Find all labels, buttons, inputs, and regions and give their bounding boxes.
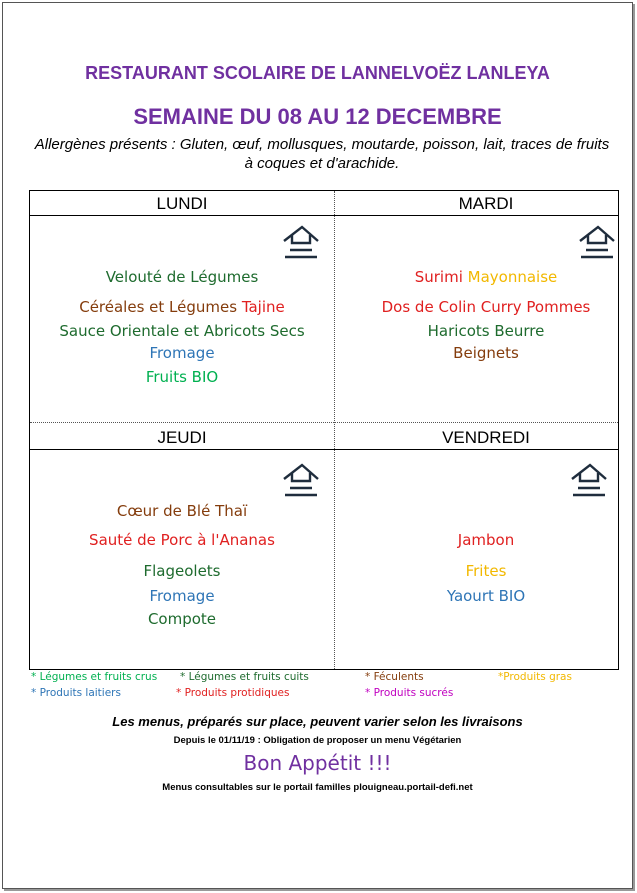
- dish-part: Céréales et Légumes: [79, 298, 242, 316]
- allergens-notice: Allergènes présents : Gluten, œuf, mollusques, moutarde, poisson, lait, traces de fruits à coques et d'arachide.: [34, 136, 610, 172]
- dish-vendredi-jambon: Jambon: [457, 531, 515, 549]
- legend-protein: * Produits protidiques: [176, 687, 290, 699]
- dish-mardi-surimi: [334, 268, 637, 286]
- dish-lundi-fromage: Fromage: [149, 344, 215, 362]
- dish-lundi-fruits: Fruits BIO: [145, 368, 219, 386]
- legend-dairy: * Produits laitiers: [31, 687, 121, 699]
- legend-sugar: * Produits sucrés: [365, 687, 454, 699]
- homemade-house-icon: [570, 462, 608, 498]
- menu-page: [2, 2, 633, 889]
- legend-cooked: * Légumes et fruits cuits: [180, 671, 309, 683]
- dish-jeudi-porc: Sauté de Porc à l'Ananas: [89, 531, 275, 549]
- dish-vendredi-yaourt: Yaourt BIO: [446, 587, 526, 605]
- dish-jeudi-ble: Cœur de Blé Thaï: [116, 502, 248, 520]
- day-header-mardi: MARDI: [458, 194, 514, 213]
- dish-part: Mayonnaise: [467, 268, 558, 286]
- dish-vendredi-frites: Frites: [465, 562, 507, 580]
- day-header-vendredi: VENDREDI: [442, 428, 530, 447]
- homemade-house-icon: [578, 224, 616, 260]
- dish-jeudi-fromage: Fromage: [149, 587, 215, 605]
- homemade-house-icon: [282, 462, 320, 498]
- dish-mardi-haricots: Haricots Beurre: [427, 322, 545, 340]
- legend-raw: * Légumes et fruits crus: [31, 671, 158, 683]
- row-divider: [30, 422, 618, 423]
- dish-mardi-beignets: Beignets: [453, 344, 519, 362]
- vegetarian-note: Depuis le 01/11/19 : Obligation de proposer un menu Végétarien: [173, 735, 462, 746]
- portal-note: Menus consultables sur le portail familles plouigneau.portail-defi.net: [162, 782, 473, 793]
- dish-jeudi-compote: Compote: [147, 610, 217, 628]
- header-divider-top: [30, 215, 618, 216]
- weekly-menu-grid: [29, 190, 619, 670]
- day-header-lundi: LUNDI: [156, 194, 208, 213]
- dish-lundi-tajine: [30, 298, 334, 316]
- legend-starch: * Féculents: [365, 671, 424, 683]
- bon-appetit: Bon Appétit !!!: [243, 751, 392, 775]
- dish-mardi-colin: Dos de Colin Curry Pommes: [381, 298, 591, 316]
- week-title: SEMAINE DU 08 AU 12 DECEMBRE: [133, 104, 502, 129]
- legend-fat: *Produits gras: [498, 671, 572, 683]
- dish-part: Tajine: [241, 298, 285, 316]
- dish-lundi-sauce: Sauce Orientale et Abricots Secs: [59, 322, 305, 340]
- header-divider-bottom: [30, 449, 618, 450]
- dish-lundi-velouté: Velouté de Légumes: [105, 268, 259, 286]
- dish-part: Surimi: [414, 268, 468, 286]
- delivery-note: Les menus, préparés sur place, peuvent varier selon les livraisons: [112, 714, 523, 729]
- homemade-house-icon: [282, 224, 320, 260]
- dish-jeudi-flageolets: Flageolets: [143, 562, 221, 580]
- restaurant-title: RESTAURANT SCOLAIRE DE LANNELVOËZ LANLEYA: [85, 63, 550, 83]
- day-header-jeudi: JEUDI: [157, 428, 207, 447]
